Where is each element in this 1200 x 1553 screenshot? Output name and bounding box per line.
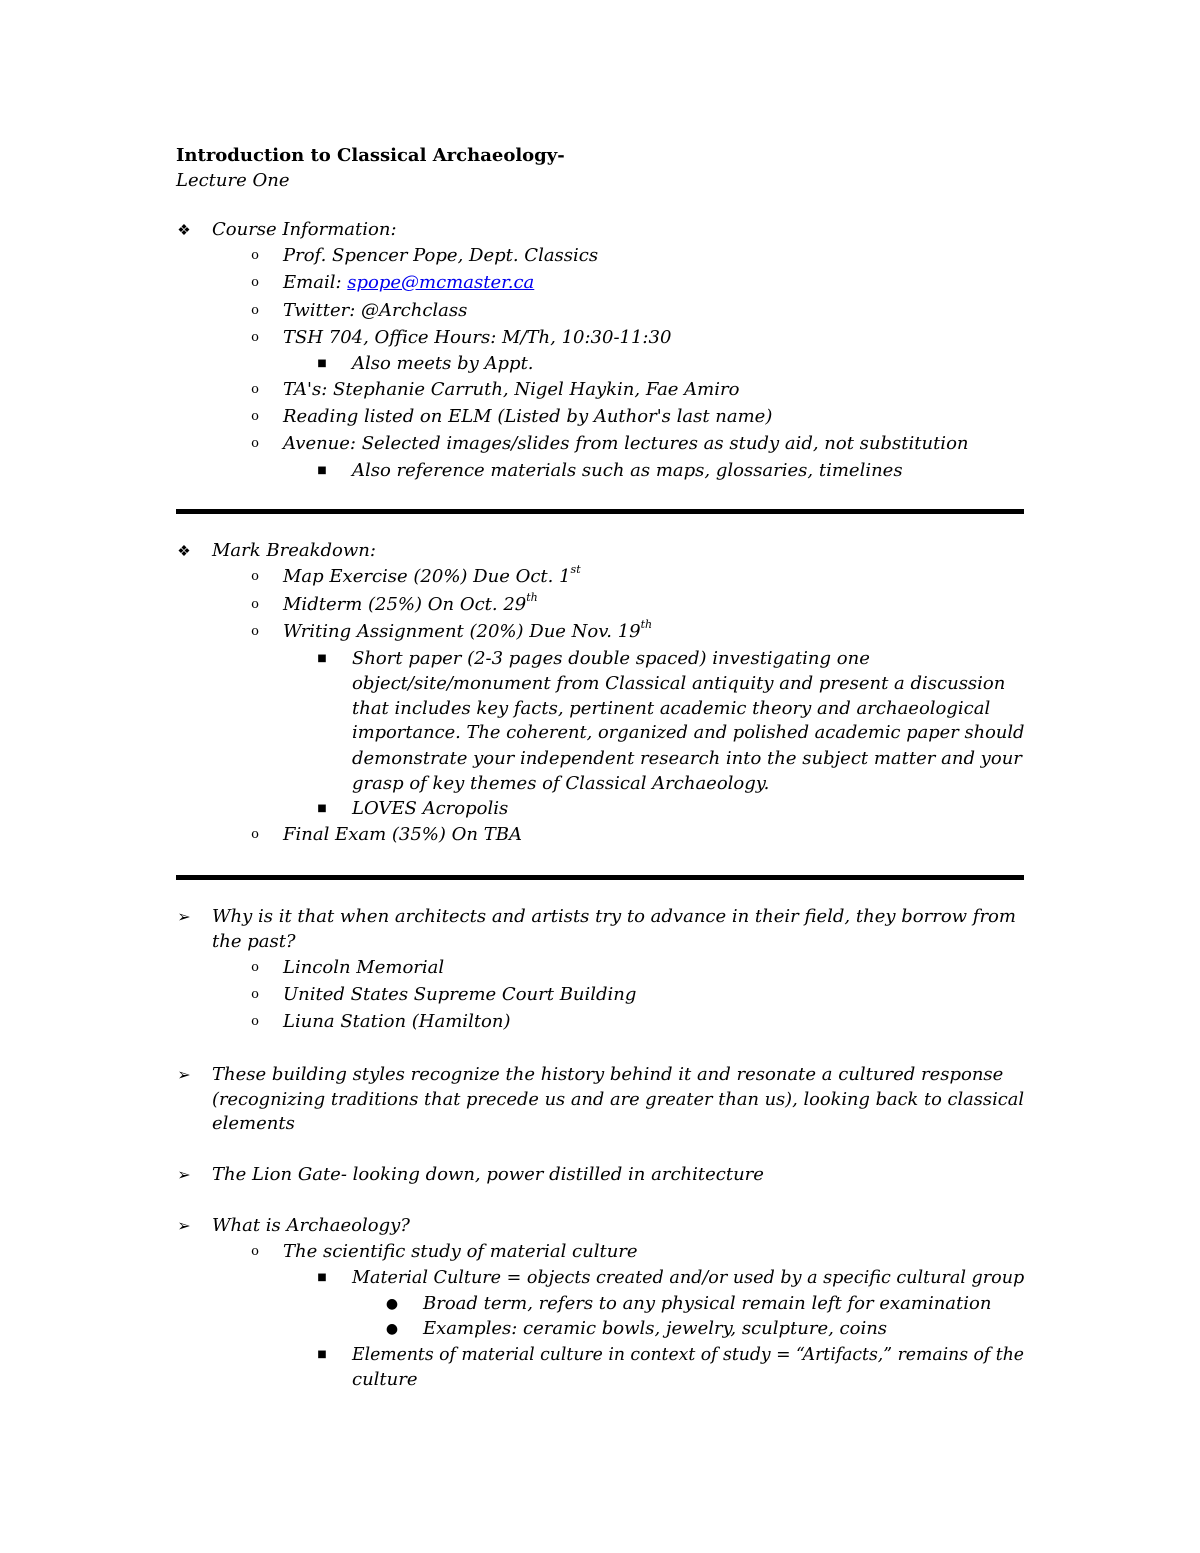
arrow-bullet-icon: ➢: [177, 1065, 191, 1084]
circle-bullet-icon: o: [251, 436, 259, 451]
styles-line: (recognizing traditions that precede us and are greater than us), looking back to classical: [212, 1089, 1025, 1110]
paper-line: grasp of key themes of Classical Archaeology.: [352, 773, 770, 794]
section-divider: [176, 509, 1024, 514]
arrow-bullet-icon: ➢: [177, 1216, 191, 1235]
circle-bullet-icon: o: [251, 960, 259, 975]
square-bullet-icon: ■: [317, 358, 327, 369]
example-line: Liuna Station (Hamilton): [283, 1011, 511, 1032]
map-exercise-sup: st: [570, 563, 581, 576]
diamond-bullet-icon: ❖: [177, 221, 191, 239]
paper-line: importance. The coherent, organized and polished academic paper should: [352, 722, 1025, 743]
circle-bullet-icon: o: [251, 987, 259, 1002]
email-link[interactable]: spope@mcmaster.ca: [347, 272, 535, 293]
square-bullet-icon: ■: [317, 465, 327, 476]
map-exercise-line: [283, 565, 581, 589]
examples-line: Examples: ceramic bowls, jewelry, sculpture, coins: [423, 1318, 888, 1339]
email-label: Email:: [283, 272, 348, 293]
paper-line: demonstrate your independent research into the subject matter and your: [352, 748, 1022, 769]
archaeology-question: What is Archaeology?: [212, 1215, 410, 1236]
marks-heading: Mark Breakdown:: [212, 540, 376, 561]
dot-bullet-icon: ●: [385, 1296, 399, 1312]
circle-bullet-icon: o: [251, 1244, 259, 1259]
course-info-heading: Course Information:: [212, 219, 397, 240]
twitter-line: Twitter: @Archclass: [283, 300, 468, 321]
arrow-bullet-icon: ➢: [177, 1165, 191, 1184]
circle-bullet-icon: o: [251, 624, 259, 639]
paper-line: object/site/monument from Classical antiquity and present a discussion: [352, 673, 1006, 694]
circle-bullet-icon: o: [251, 409, 259, 424]
writing-line: [283, 620, 652, 644]
reading-line: Reading listed on ELM (Listed by Author's last name): [283, 406, 773, 427]
circle-bullet-icon: o: [251, 569, 259, 584]
office-line: TSH 704, Office Hours: M/Th, 10:30-11:30: [283, 327, 672, 348]
question-line: Why is it that when architects and artists try to advance in their field, they borrow from: [212, 906, 1016, 927]
circle-bullet-icon: o: [251, 330, 259, 345]
square-bullet-icon: ■: [317, 1349, 327, 1360]
paper-line: that includes key facts, pertinent academic theory and archaeological: [352, 698, 991, 719]
lion-gate-line: The Lion Gate- looking down, power distilled in architecture: [212, 1164, 764, 1185]
arrow-bullet-icon: ➢: [177, 907, 191, 926]
circle-bullet-icon: o: [251, 827, 259, 842]
diamond-bullet-icon: ❖: [177, 542, 191, 560]
question-line: the past?: [212, 931, 296, 952]
square-bullet-icon: ■: [317, 653, 327, 664]
midterm-line: [283, 593, 538, 617]
square-bullet-icon: ■: [317, 803, 327, 814]
circle-bullet-icon: o: [251, 248, 259, 263]
midterm-sup: th: [526, 591, 538, 604]
prof-line: Prof. Spencer Pope, Dept. Classics: [283, 245, 599, 266]
example-line: United States Supreme Court Building: [283, 984, 637, 1005]
example-line: Lincoln Memorial: [283, 957, 445, 978]
dot-bullet-icon: ●: [385, 1321, 399, 1337]
map-exercise-text: Map Exercise (20%) Due Oct. 1: [283, 566, 571, 587]
writing-text: Writing Assignment (20%) Due Nov. 19: [283, 621, 641, 642]
paper-line: Short paper (2-3 pages double spaced) investigating one: [352, 648, 870, 669]
tas-line: TA's: Stephanie Carruth, Nigel Haykin, Fae Amiro: [283, 379, 740, 400]
email-line: [283, 271, 534, 295]
document-title: Introduction to Classical Archaeology-: [176, 145, 565, 166]
artifacts-line: Elements of material culture in context of study = “Artifacts,” remains of the: [352, 1344, 1025, 1365]
section-divider: [176, 875, 1024, 880]
office-sub-line: Also meets by Appt.: [352, 353, 534, 374]
loves-line: LOVES Acropolis: [352, 798, 509, 819]
circle-bullet-icon: o: [251, 303, 259, 318]
circle-bullet-icon: o: [251, 1014, 259, 1029]
avenue-sub-line: Also reference materials such as maps, glossaries, timelines: [352, 460, 903, 481]
broad-term-line: Broad term, refers to any physical remain left for examination: [423, 1293, 992, 1314]
writing-sup: th: [640, 618, 653, 631]
document-subtitle: Lecture One: [176, 170, 290, 191]
square-bullet-icon: ■: [317, 1272, 327, 1283]
styles-line: elements: [212, 1113, 295, 1134]
circle-bullet-icon: o: [251, 382, 259, 397]
avenue-line: Avenue: Selected images/slides from lectures as study aid, not substitution: [283, 433, 969, 454]
final-exam-line: Final Exam (35%) On TBA: [283, 824, 522, 845]
artifacts-line: culture: [352, 1369, 418, 1390]
circle-bullet-icon: o: [251, 597, 259, 612]
material-culture-line: Material Culture = objects created and/or used by a specific cultural group: [352, 1267, 1025, 1288]
circle-bullet-icon: o: [251, 275, 259, 290]
midterm-text: Midterm (25%) On Oct. 29: [283, 594, 527, 615]
styles-line: These building styles recognize the history behind it and resonate a cultured response: [212, 1064, 1004, 1085]
archaeology-definition: The scientific study of material culture: [283, 1241, 638, 1262]
